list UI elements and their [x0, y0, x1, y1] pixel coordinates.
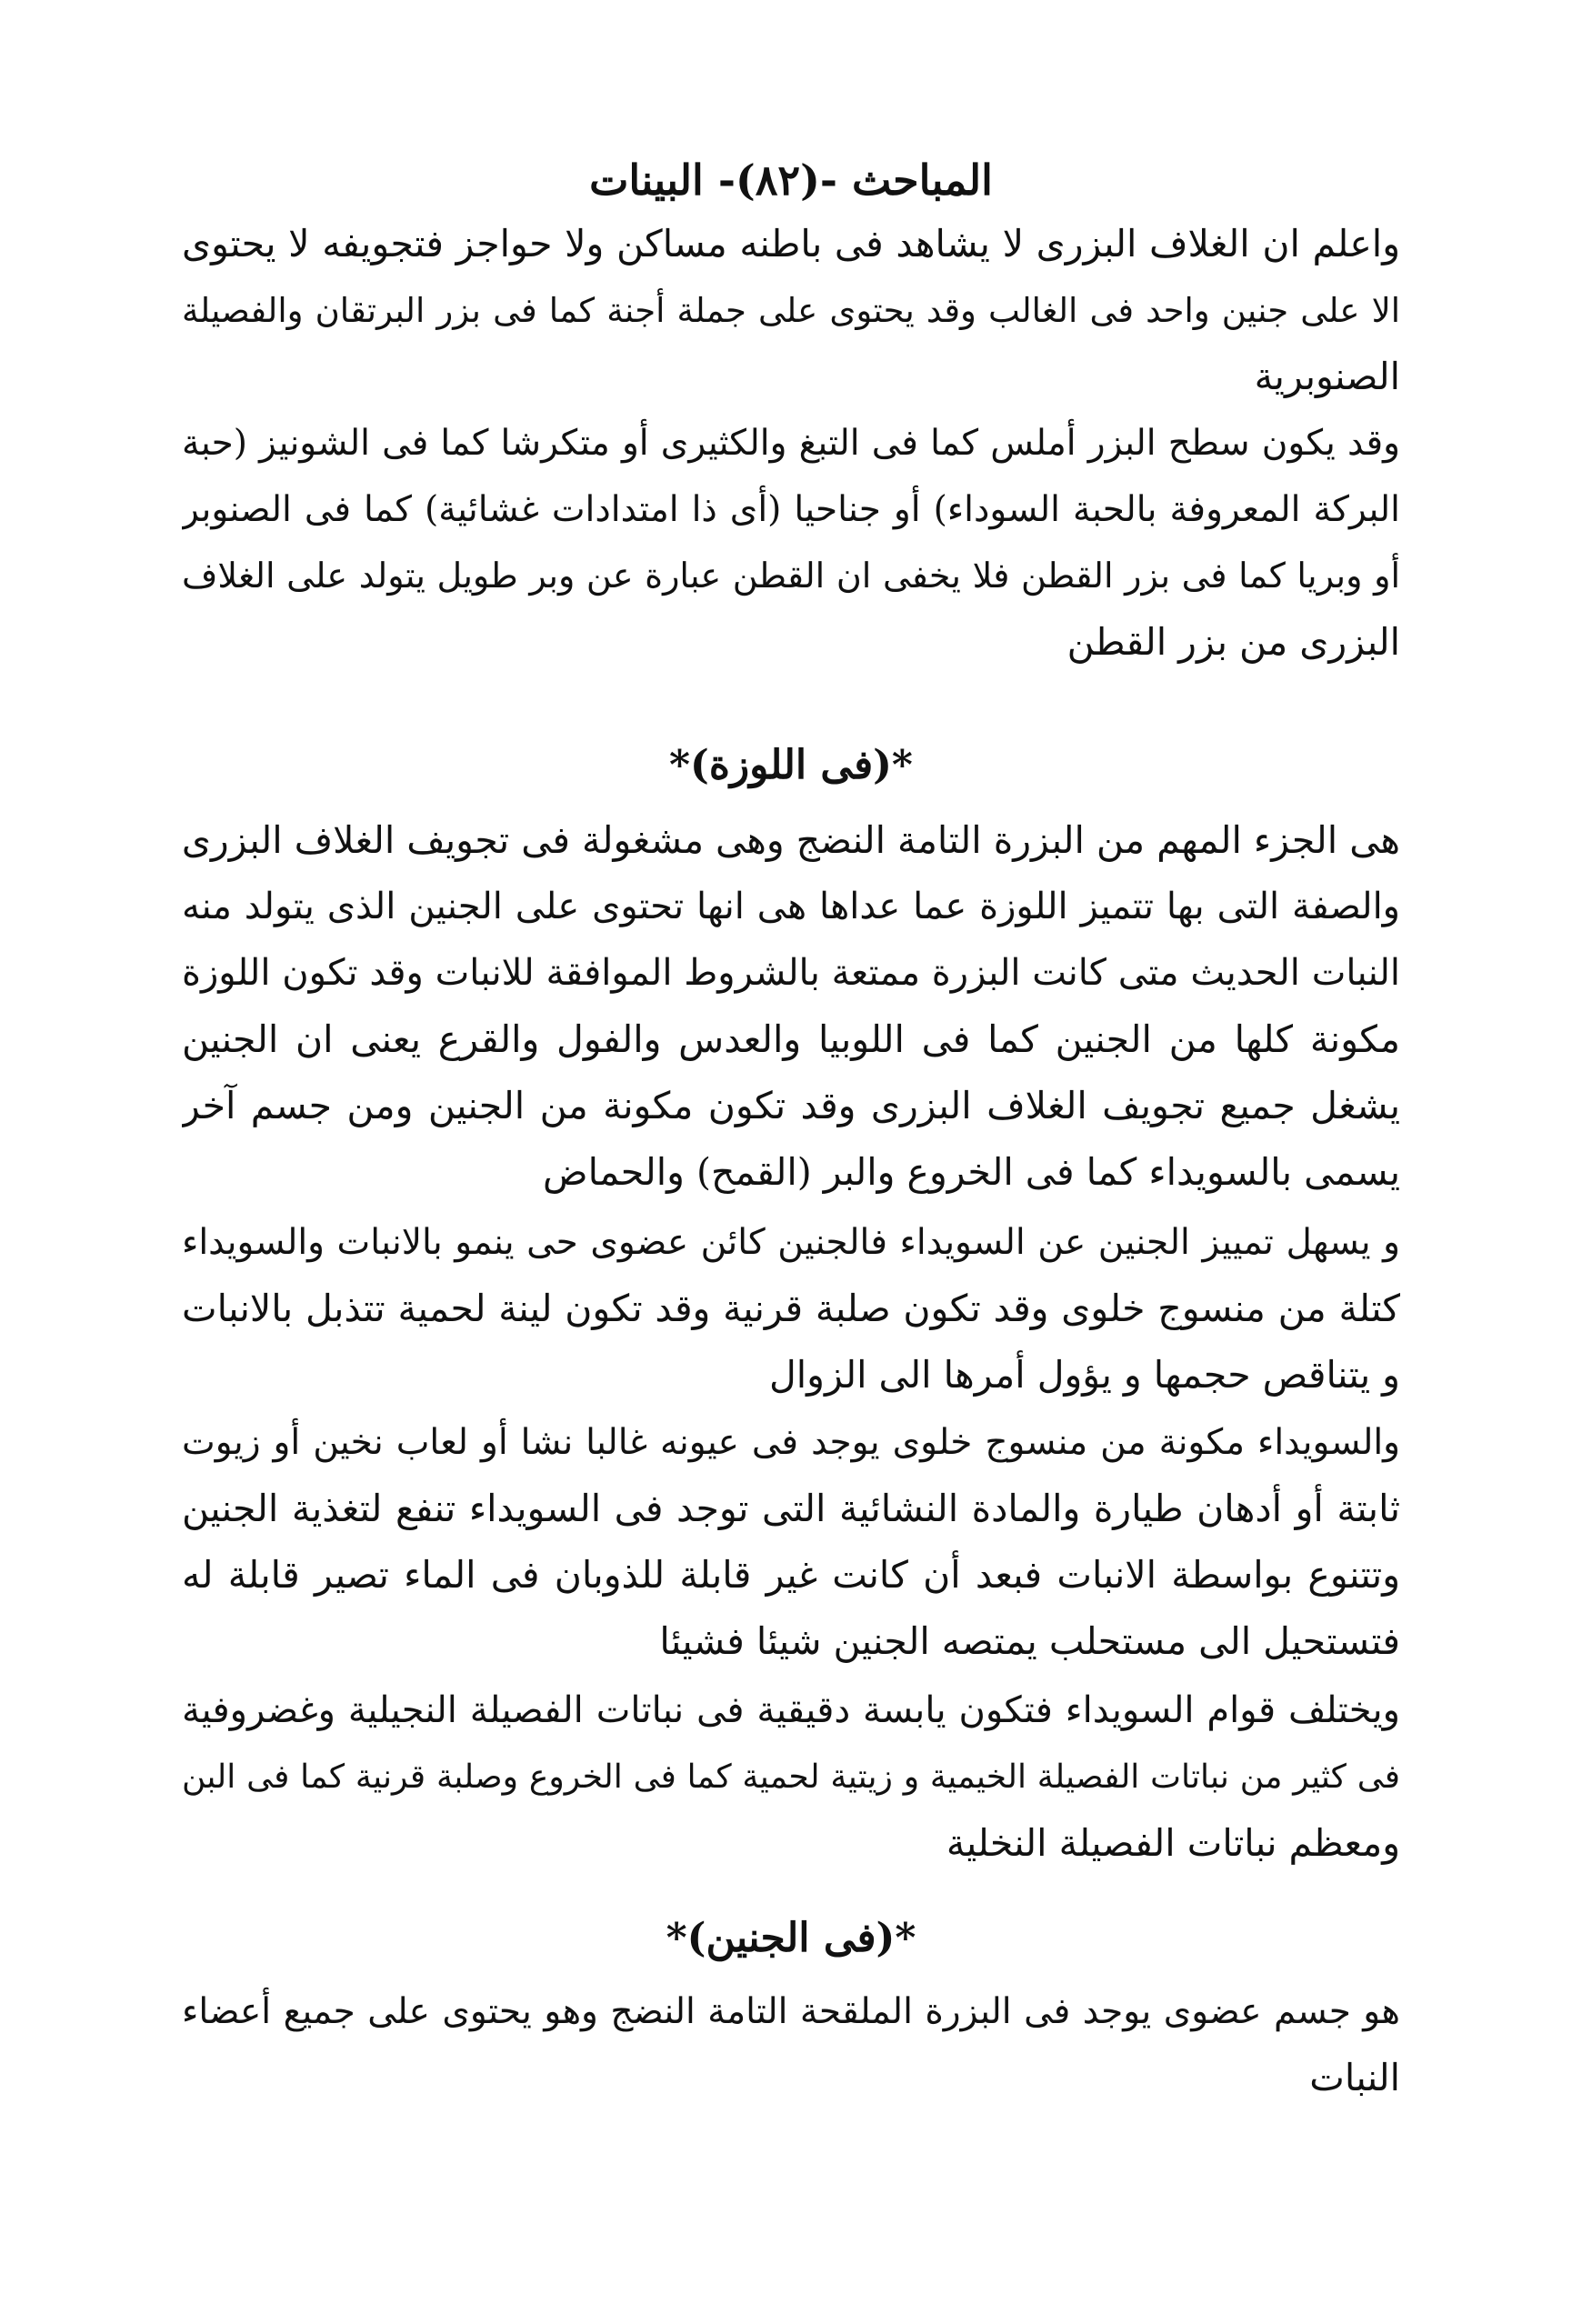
- section-heading-text: *(فى اللوزة)*: [669, 742, 913, 788]
- text-line: واعلم ان الغلاف البزرى لا يشاهد فى باطنه مساكن ولا حواجز فتجويفه لا يحتوى: [182, 222, 1400, 265]
- text-line: هو جسم عضوى يوجد فى البزرة الملقحة التامة النضج وهو يحتوى على جميع أعضاء: [182, 1991, 1400, 2032]
- text-line: البركة المعروفة بالحبة السوداء) أو جناحيا (أى ذا امتدادات غشائية) كما فى الصنوبر: [182, 489, 1400, 530]
- text-line: ويختلف قوام السويداء فتكون يابسة دقيقية فى نباتات الفصيلة النجيلية وغضروفية: [182, 1689, 1400, 1731]
- paragraph-lawza-4: [182, 1678, 1400, 1877]
- text-line: و يتناقص حجمها و يؤول أمرها الى الزوال: [768, 1353, 1400, 1397]
- text-line: النبات: [1309, 2056, 1400, 2099]
- section-heading-text: *(فى الجنين)*: [666, 1915, 916, 1961]
- page-header-title: المباحث -(٨٢)- البينات: [589, 155, 993, 205]
- paragraph-gilaf-1: [182, 211, 1400, 410]
- paragraph-lawza-3: [182, 1409, 1400, 1675]
- text-line: البزرى من بزر القطن: [1066, 620, 1400, 664]
- text-line: فتستحيل الى مستحلب يمتصه الجنين شيئا فشيئا: [659, 1619, 1400, 1663]
- paragraph-janin-1: [182, 1978, 1400, 2111]
- text-line: يسمى بالسويداء كما فى الخروع والبر (القمح) والحماض: [543, 1150, 1400, 1194]
- text-line: والسويداء مكونة من منسوج خلوى يوجد فى عيونه غالبا نشا أو لعاب نخين أو زيوت: [182, 1422, 1400, 1463]
- text-line: الصنوبرية: [1254, 355, 1400, 398]
- text-line: فى كثير من نباتات الفصيلة الخيمية و زيتية لحمية كما فى الخروع وصلبة قرنية كما فى البن: [182, 1758, 1400, 1796]
- text-line: النبات الحديث متى كانت البزرة ممتعة بالشروط الموافقة للانبات وقد تكون اللوزة: [182, 952, 1400, 994]
- text-line: وقد يكون سطح البزر أملس كما فى التبغ والكثيرى أو متكرشا كما فى الشونيز (حبة: [182, 423, 1400, 464]
- text-line: و يسهل تمييز الجنين عن السويداء فالجنين كائن عضوى حى ينمو بالانبات والسويداء: [182, 1222, 1400, 1263]
- text-line: أو وبريا كما فى بزر القطن فلا يخفى ان القطن عبارة عن وبر طويل يتولد على الغلاف: [182, 556, 1400, 596]
- section-heading-lawza: [182, 736, 1400, 795]
- text-line: والصفة التى بها تتميز اللوزة عما عداها هى انها تحتوى على الجنين الذى يتولد منه: [182, 886, 1400, 927]
- paragraph-gilaf-2: [182, 410, 1400, 676]
- text-line: مكونة كلها من الجنين كما فى اللوبيا والعدس والفول والقرع يعنى ان الجنين: [182, 1017, 1400, 1061]
- text-line: الا على جنين واحد فى الغالب وقد يحتوى على جملة أجنة كما فى بزر البرتقان والفصيلة: [182, 291, 1400, 330]
- text-line: ومعظم نباتات الفصيلة النخلية: [946, 1821, 1400, 1865]
- paragraph-lawza-2: [182, 1209, 1400, 1408]
- text-line: هى الجزء المهم من البزرة التامة النضج وهى مشغولة فى تجويف الغلاف البزرى: [182, 818, 1400, 862]
- paragraph-lawza-1: [182, 807, 1400, 1206]
- text-line: يشغل جميع تجويف الغلاف البزرى وقد تكون مكونة من الجنين ومن جسم آخر: [182, 1084, 1400, 1127]
- section-heading-janin: [182, 1909, 1400, 1968]
- text-line: ثابتة أو أدهان طيارة والمادة النشائية التى توجد فى السويداء تنفع لتغذية الجنين: [182, 1487, 1400, 1530]
- text-line: كتلة من منسوج خلوى وقد تكون صلبة قرنية وقد تكون لينة لحمية تتذبل بالانبات: [182, 1287, 1400, 1330]
- page-header: [182, 153, 1400, 207]
- text-line: وتتنوع بواسطة الانبات فبعد أن كانت غير قابلة للذوبان فى الماء تصير قابلة له: [182, 1553, 1400, 1597]
